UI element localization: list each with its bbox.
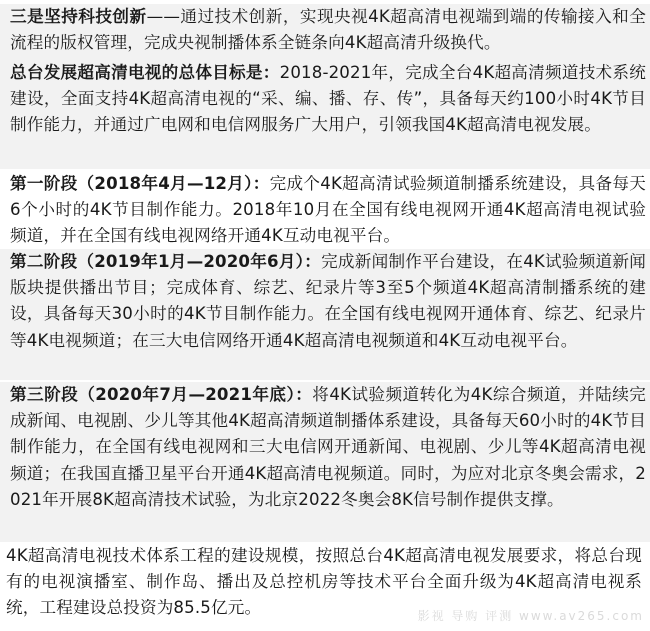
paragraph-body: ——通过技术创新，实现央视4K超高清电视端到端的传输接入和全流程的版权管理，完成央视制播体系全链条向4K超高清升级换代。 <box>10 7 646 53</box>
paragraph-body: 完成个4K超高清试验频道制播系统建设，具备每天6个小时的4K节目制作能力。2018年10月在全国有线电视网开通4K超高清电视试验频道，并在全国有线电视网络开通4K互动电视平台。 <box>10 174 646 246</box>
paragraph-heading: 总台发展超高清电视的总体目标是： <box>10 63 280 82</box>
paragraph-tech-innovation <box>0 4 650 58</box>
paragraph-phase-one <box>0 169 650 249</box>
paragraph-overall-goal <box>0 58 650 169</box>
paragraph-body: 将4K试验频道转化为4K综合频道，并陆续完成新闻、电视剧、少儿等其他4K超高清频道制播体系建设，具备每天60小时的4K节目制作能力，在全国有线电视网和三大电信网开通新闻、电视剧、少儿等4K超高清电视频道；在我国直播卫星平台开通4K超高清电视频道。同时，为应对北京冬奥会需求，2021年开展8K超高清技术试验，为北京2022冬奥会8K信号制作提供支撑。 <box>10 385 647 509</box>
paragraph-heading: 第一阶段（2018年4月—12月）： <box>10 174 270 193</box>
paragraph-heading: 第三阶段（2020年7月—2021年底）： <box>10 385 313 404</box>
paragraph-heading: 第二阶段（2019年1月—2020年6月）： <box>10 252 322 271</box>
paragraph-body: 4K超高清电视技术体系工程的建设规模，按照总台4K超高清电视发展要求，将总台现有的电视演播室、制作岛、播出及总控机房等技术平台全面升级为4K超高清电视系统，工程建设总投资为85.5亿元。 <box>6 546 642 618</box>
paragraph-heading: 三是坚持科技创新 <box>10 7 147 26</box>
paragraph-phase-two <box>0 249 650 380</box>
paragraph-phase-three <box>0 382 650 542</box>
paragraph-body: 2018-2021年，完成全台4K超高清频道技术系统建设，全面支持4K超高清电视的“采、编、播、存、传”，具备每天约100小时4K节目制作能力，并通过广电网和电信网服务广大用户，引领我国4K超高清电视发展。 <box>10 63 646 135</box>
site-watermark: 影视 导购 评测 www.av265.com <box>417 609 644 623</box>
paragraph-body: 完成新闻制作平台建设，在4K试验频道新闻版块提供播出节目；完成体育、综艺、纪录片等3至5个频道4K超高清制播系统的建设，具备每天30小时的4K节目制作能力。在全国有线电视网开通体育、综艺、纪录片等4K电视频道；在三大电信网络开通4K超高清电视频道和4K互动电视平台。 <box>10 252 646 350</box>
